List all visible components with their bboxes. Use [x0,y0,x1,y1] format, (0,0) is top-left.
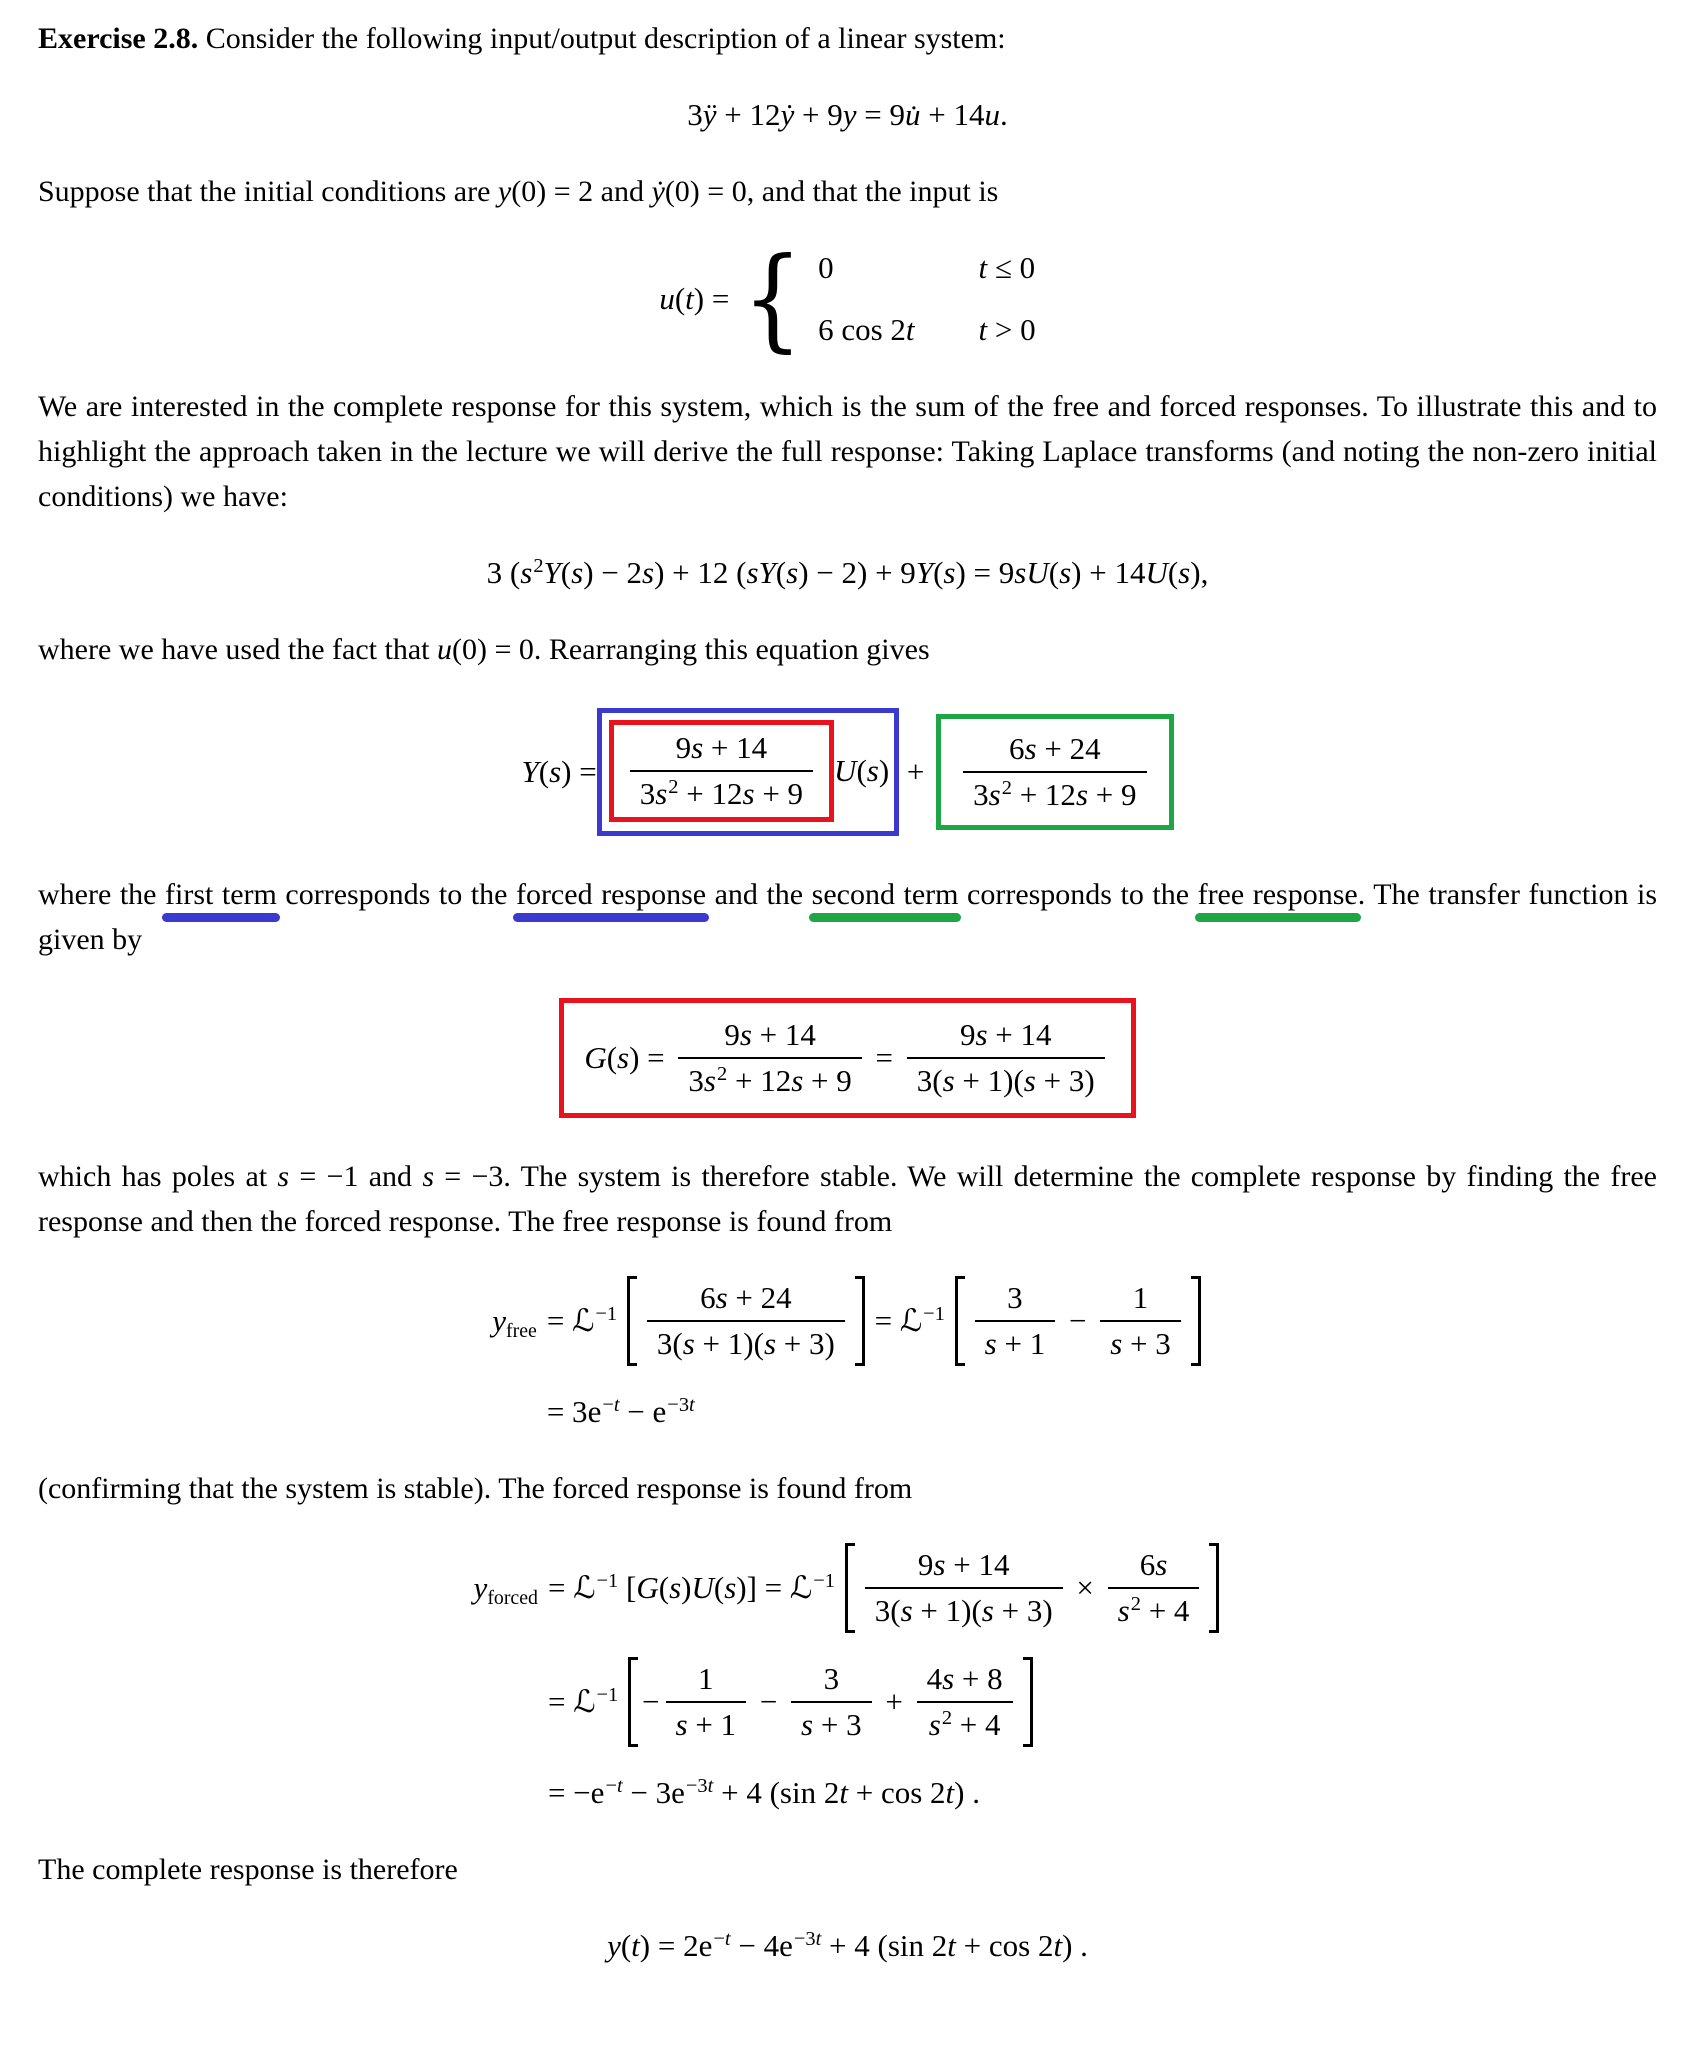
superscript: 2 [1001,776,1012,799]
input-definition-equation [38,233,1657,364]
numerator: 9s + 14 [907,1017,1105,1059]
fraction [666,1661,747,1743]
math-text: = ℒ$^{-1}$ [547,1683,619,1719]
math-text: + [877,1684,911,1719]
numerator: 9s + 14 [630,730,813,772]
denominator: $s^2 + 4$ [1117,1592,1190,1628]
free-response-derivation [38,1280,1657,1430]
inline-math: y(0) = 2 [497,175,594,208]
align-rhs [548,1661,1035,1743]
math-text: = ℒ$^{-1}$ [546,1302,618,1338]
terms-explanation-paragraph: where the first term corresponds to the forced response and the second term corresponds to the free response. The transfer function is given by [38,878,1658,956]
math-text: U(s) [834,753,890,788]
superscript: −1 [813,1569,835,1592]
red-transfer-function-box [559,998,1135,1118]
fraction [791,1661,872,1743]
superscript: −3t [793,1927,822,1950]
equation-row [607,1928,1088,1964]
annotated-underline-text: free response [1197,878,1358,911]
numerator: 9s + 14 [678,1017,861,1059]
fraction [1108,1547,1200,1629]
fraction [647,1280,845,1362]
math-text: 3 $(s^2Y(s) - 2s) + 12$ (sY(s) − 2) + 9Y(s) = 9sU(s) + 14U(s), [486,554,1209,590]
annotated-underline-text: first term [165,878,277,911]
denominator: s + 1 [675,1707,737,1742]
bold-text: Exercise 2.8. [38,22,199,55]
subscript: forced [487,1586,538,1609]
superscript: −1 [595,1302,618,1325]
cases-grid [818,250,1036,348]
math-text: − [642,1684,660,1719]
fraction [963,731,1146,813]
laplace-transform-equation [38,555,1657,591]
fraction [630,730,813,812]
equation-row [487,555,1209,591]
superscript: −t [713,1927,731,1950]
math-text: u(t) = [659,281,738,316]
denominator: $s^2 + 4$ [928,1706,1001,1742]
denominator: s + 1 [984,1326,1046,1361]
big-bracket [855,1276,865,1366]
math-text: = [867,1040,901,1075]
subscript: free [506,1319,537,1342]
subscripted-symbol: y forced [473,1570,538,1609]
ys-boxed-equation [38,708,1657,836]
denominator: 3(s + 1)(s + 3) [656,1326,835,1361]
fraction [907,1017,1105,1099]
inline-math: s = −1 [277,1160,359,1193]
math-text: + [899,754,933,789]
align-rhs [547,1394,695,1430]
case-value: 6 cos 2t [818,312,915,347]
complete-response-paragraph: The complete response is therefore [38,1853,458,1886]
annotated-underline-text: forced response [515,878,707,911]
red-transfer-numerator-box [609,720,834,822]
denominator: $3s^2 + 12s + 9$ [688,1062,852,1098]
green-free-term-box [936,714,1173,830]
numerator: 6s + 24 [963,731,1146,773]
big-bracket [1023,1657,1033,1747]
math-text: × [1068,1570,1102,1605]
case-value: 0 [818,250,834,285]
equation-row [687,97,1007,133]
inline-math: s = −3 [422,1160,504,1193]
align-lhs [492,1303,537,1342]
superscript: −3t [685,1774,714,1797]
inline-math: ẏ(0) = 0 [651,175,747,208]
denominator: s + 3 [1110,1326,1171,1361]
denominator: $3s^2 + 12s + 9$ [639,775,804,811]
fraction [865,1547,1063,1629]
numerator: 9s + 14 [865,1547,1063,1589]
case-condition: t > 0 [978,312,1036,347]
denominator: 3(s + 1)(s + 3) [874,1593,1053,1628]
denominator: $3s^2 + 12s + 9$ [973,776,1137,812]
exercise-intro-paragraph: Exercise 2.8. Consider the following input/output description of a linear system: [38,22,1006,55]
superscript: −t [602,1393,620,1416]
math-text: = $3e^{-t} - e^{-3t}$ [546,1393,695,1429]
denominator: 3(s + 1)(s + 3) [916,1063,1095,1098]
big-bracket [627,1276,637,1366]
equation-row [521,708,1173,836]
numerator: 3 [791,1661,872,1703]
complete-response-equation [38,1928,1657,1964]
aligned-equations [474,1547,1222,1811]
numerator: 6s [1108,1547,1200,1589]
align-rhs [548,1775,980,1811]
big-bracket [845,1543,855,1633]
numerator: 4s + 8 [917,1661,1013,1703]
align-rhs [548,1547,1221,1629]
math-text: $y(t) = 2e^{-t} - 4e^{-3t} + 4$ (sin 2t + cos 2t) . [607,1927,1088,1963]
big-bracket [1209,1543,1219,1633]
align-lhs [473,1570,538,1609]
math-text: = ℒ$^{-1}$ [G(s)U(s)] = ℒ$^{-1}$ [547,1569,835,1605]
superscript: 2 [941,1706,953,1729]
superscript: −1 [596,1683,619,1706]
inline-math: u(0) = 0 [436,633,534,666]
rearranging-paragraph: where we have used the fact that u(0) = 0. Rearranging this equation gives [38,633,930,666]
superscript: 2 [1130,1592,1141,1615]
math-text: = ℒ$^{-1}$ [866,1302,945,1338]
math-text: − [752,1684,786,1719]
initial-conditions-paragraph: Suppose that the initial conditions are y(0) = 2 and ẏ(0) = 0, and that the input is [38,175,999,208]
equation-row [559,998,1135,1118]
annotated-underline-text: second term [811,878,959,911]
math-text: − [1061,1303,1095,1338]
superscript: −t [605,1774,623,1797]
big-bracket [628,1657,638,1747]
fraction [975,1280,1056,1362]
numerator: 6s + 24 [647,1280,845,1322]
numerator: 3 [975,1280,1056,1322]
superscript: −1 [923,1302,945,1325]
fraction [1100,1280,1181,1362]
case-condition: t ≤ 0 [978,250,1036,285]
math-text: = $-e^{-t} - 3e^{-3t} + 4$ (sin 2t + cos 2t) . [547,1774,980,1810]
numerator: 1 [1100,1280,1181,1322]
piecewise-cases [737,233,1036,364]
superscript: 2 [533,554,544,577]
align-rhs [547,1280,1203,1362]
equation-row [659,233,1036,364]
subscripted-symbol: y free [492,1303,537,1342]
poles-paragraph: which has poles at s = −1 and s = −3. The system is therefore stable. We will determine the complete response by finding the free response and then the forced response. The free response is found from [38,1160,1658,1238]
superscript: −1 [596,1569,619,1592]
superscript: −3t [667,1393,695,1416]
superscript: 2 [717,1062,728,1085]
math-text: 3ÿ + 12ẏ + 9y = 9u̇ + 14u. [687,97,1008,132]
transfer-function-equation [38,998,1657,1118]
left-brace: { [742,233,803,364]
math-text: G(s) = [584,1040,673,1075]
stability-paragraph: (confirming that the system is stable). The forced response is found from [38,1472,913,1505]
fraction [678,1017,861,1099]
math-text: Y(s) = [521,754,597,789]
aligned-equations [492,1280,1203,1430]
numerator: 1 [666,1661,747,1703]
blue-forced-term-box [597,708,899,836]
approach-paragraph: We are interested in the complete response for this system, which is the sum of the free and forced responses. To illustrate this and to highlight the approach taken in the lecture we will derive the full response: Taking Laplace transforms (and noting the non-zero initial conditions) we have: [38,390,1657,513]
forced-response-derivation [38,1547,1657,1811]
big-bracket [955,1276,965,1366]
big-bracket [1191,1276,1201,1366]
denominator: s + 3 [801,1707,862,1742]
fraction [917,1661,1013,1743]
ode-equation [38,97,1657,133]
superscript: 2 [668,775,679,798]
